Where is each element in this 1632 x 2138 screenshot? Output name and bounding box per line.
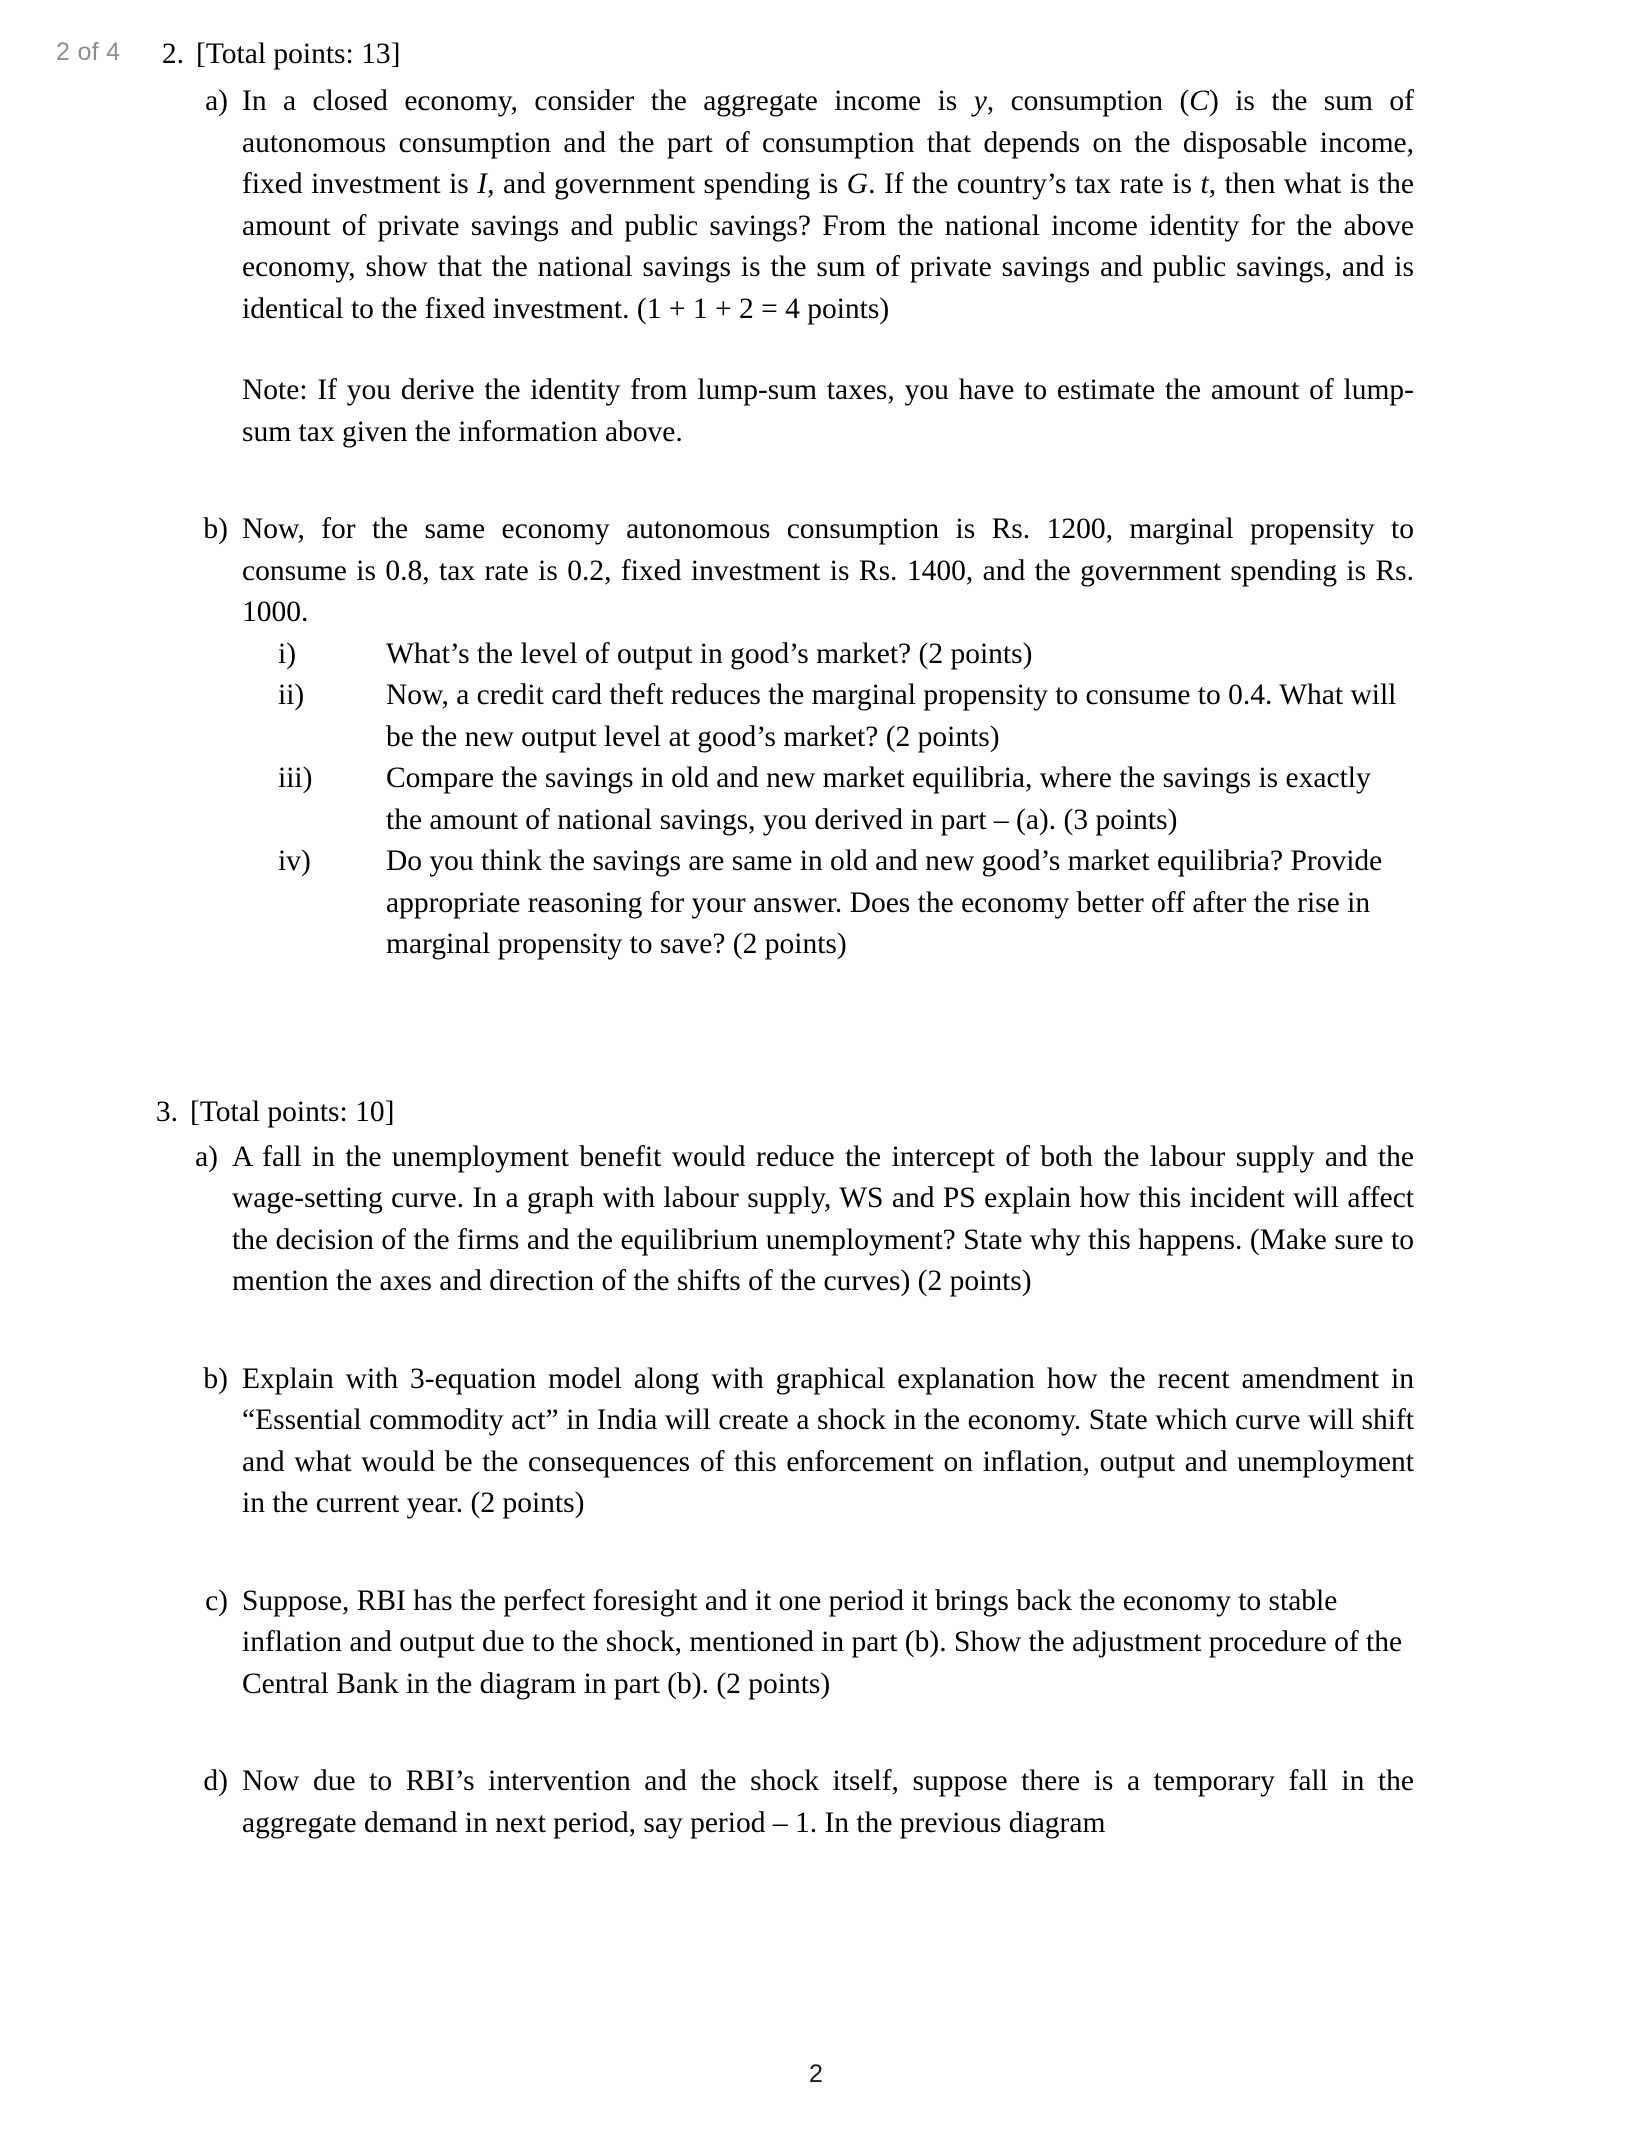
question-2-heading xyxy=(136,34,1632,75)
question-3-points: [Total points: 10] xyxy=(190,1095,395,1128)
part-3c-text: Suppose, RBI has the perfect foresight and it one period it brings back the economy to stable inflation and output due to the shock, mentioned in part (b). Show the adjustment procedure of the Central Bank in the diagram in part (b). (2 points) xyxy=(242,1584,1403,1700)
part-a-note-text: Note: If you derive the identity from lump-sum taxes, you have to estimate the amount of lump-sum tax given the information above. xyxy=(242,374,1414,448)
spacer xyxy=(0,1705,1632,1761)
roman-item-i xyxy=(278,634,1414,676)
spacer xyxy=(242,330,1414,370)
spacer xyxy=(0,453,1632,509)
spacer xyxy=(0,1052,1632,1092)
roman-item-iii xyxy=(278,758,1414,841)
roman-text-i: What’s the level of output in good’s market? (2 points) xyxy=(386,637,1033,670)
part-b-roman-list xyxy=(242,634,1414,966)
part-label-3a: a) xyxy=(195,1140,218,1173)
spacer xyxy=(0,1303,1632,1359)
roman-text-iii: Compare the savings in old and new market equilibria, where the savings is exactly the amount of national savings, you derived in part – (a). (3 points) xyxy=(386,762,1371,836)
question-3-part-d xyxy=(190,1761,1632,1844)
part-3a-text: A fall in the unemployment benefit would reduce the intercept of both the labour supply and the wage-setting curve. In a graph with labour supply, WS and PS explain how this incident will affect the decision of the firms and the equilibrium unemployment? State why this happens. (Make sure to mention the axes and direction of the shifts of the curves) (2 points) xyxy=(232,1140,1414,1297)
part-3c-paragraph-1 xyxy=(242,1581,1414,1706)
part-a-body xyxy=(242,81,1414,453)
part-a-paragraph-1 xyxy=(242,81,1414,330)
part-3a-body xyxy=(232,1137,1414,1303)
part-label-3d: d) xyxy=(203,1765,228,1797)
part-b-body xyxy=(242,509,1414,966)
roman-item-ii xyxy=(278,675,1414,758)
question-3-number: 3. xyxy=(155,1095,178,1128)
part-3c-body xyxy=(242,1581,1414,1706)
part-label-b: b) xyxy=(203,513,228,545)
roman-text-ii: Now, a credit card theft reduces the marginal propensity to consume to 0.4. What will be the new output level at good’s market? (2 points) xyxy=(386,679,1397,753)
part-label-3c: c) xyxy=(205,1584,228,1617)
part-3b-body xyxy=(242,1359,1414,1525)
part-3b-paragraph-1 xyxy=(242,1359,1414,1525)
spacer xyxy=(0,966,1632,1052)
roman-text-iv: Do you think the savings are same in old and new good’s market equilibria? Provide appropriate reasoning for your answer. Does the economy better off after the rise in marginal propensity to save? (2 points) xyxy=(386,845,1383,960)
question-2-points: [Total points: 13] xyxy=(196,38,401,70)
question-2-part-a xyxy=(190,81,1632,453)
spacer xyxy=(0,1525,1632,1581)
question-3-part-b xyxy=(190,1359,1632,1525)
part-label-3b: b) xyxy=(203,1362,228,1395)
part-3d-paragraph-1 xyxy=(242,1761,1414,1844)
part-3a-paragraph-1 xyxy=(232,1137,1414,1303)
part-3d-body xyxy=(242,1761,1414,1844)
page-indicator: 2 of 4 xyxy=(56,38,121,66)
question-3-part-a xyxy=(180,1137,1632,1303)
footer-page-number: 2 xyxy=(809,2060,823,2088)
question-3-heading xyxy=(130,1092,1632,1133)
part-b-text-1: Now, for the same economy autonomous consumption is Rs. 1200, marginal propensity to consume is 0.8, tax rate is 0.2, fixed investment is Rs. 1400, and the government spending is Rs. 1000. xyxy=(242,513,1414,628)
part-a-text-1: In a closed economy, consider the aggregate income is y, consumption (C) is the sum of autonomous consumption and the part of consumption that depends on the disposable income, fixed investment is I, and government spending is G. If the country’s tax rate is t, then what is the amount of private savings and public savings? From the national income identity for the above economy, show that the national savings is the sum of private savings and public savings, and is identical to the fixed investment. (1 + 1 + 2 = 4 points) xyxy=(242,85,1414,325)
roman-label-iii: iii) xyxy=(278,762,313,794)
roman-label-i: i) xyxy=(278,637,297,670)
part-b-paragraph-1 xyxy=(242,509,1414,634)
question-2-number: 2. xyxy=(161,38,184,70)
roman-label-ii: ii) xyxy=(278,679,305,711)
roman-item-iv xyxy=(278,841,1414,966)
part-label-a: a) xyxy=(205,85,228,117)
part-3d-text: Now due to RBI’s intervention and the shock itself, suppose there is a temporary fall in the aggregate demand in next period, say period – 1. In the previous diagram xyxy=(242,1765,1414,1839)
question-3-part-c xyxy=(190,1581,1632,1706)
part-a-note xyxy=(242,370,1414,453)
part-3b-text: Explain with 3-equation model along with graphical explanation how the recent amendment in “Essential commodity act” in India will create a shock in the economy. State which curve will shift and what would be the consequences of this enforcement on inflation, output and unemployment in the current year. (2 points) xyxy=(242,1362,1414,1519)
question-2-part-b xyxy=(190,509,1632,966)
roman-label-iv: iv) xyxy=(278,845,311,877)
